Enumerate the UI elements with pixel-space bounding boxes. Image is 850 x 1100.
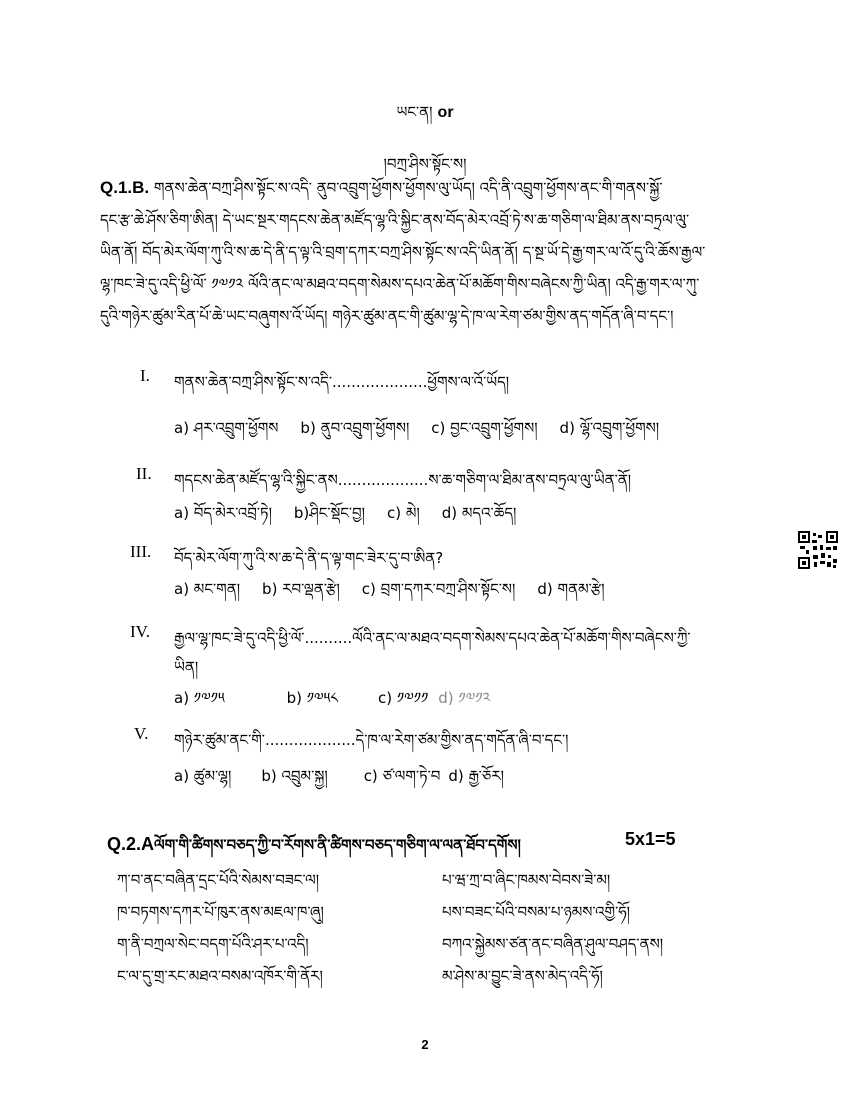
- q2-marks: 5x1=5: [625, 829, 676, 849]
- q3-option-c: c) བྲག་དཀར་བཀྲ་ཤིས་སྟོང་ས།: [361, 580, 516, 598]
- qr-code-icon: [798, 531, 838, 569]
- passage-line-3: ཡིན་ནོ། བོད་མེར་ལོག་ཀུ་འི་ས་ཆ་དེ་ནི་ད་ལྟ་འི་བྲག་དཀར་བཀྲ་ཤིས་སྟོང་ས་འདི་ཡིན་ནོ། ད་སྔ་ཡོ་དེ་རྒྱ་གར་ལ་འོ་དུ་འི་ཆོས་རྒྱལ་: [100, 243, 706, 261]
- question-4-options: [174, 682, 512, 724]
- passage-line-2: དང་རྩ་ཆེ་ཤོས་ཅིག་ཨིན། དེ་ཡང་སྔར་གདངས་ཆེན་མཛོད་ལྷ་འི་སྐྱིང་ནས་བོད་མེར་འབྲོ་ཏེ་ས་ཆ་གཅིག་ལ་ཐིམ་ནས་བཏྲལ་ལུ་: [100, 211, 690, 229]
- q3-option-a: a) མང་གན།: [174, 580, 241, 598]
- page-number: 2: [421, 1037, 429, 1052]
- q5-option-c: c) ཙ་ལག་ཏེ་བ: [363, 767, 441, 785]
- q2-option-a: a) བོད་མེར་འབྲོ་ཏེ།: [174, 504, 272, 522]
- q1-label: Q.1.B.: [100, 178, 150, 197]
- verse-left: ཁ་བཏགས་དཀར་པོ་ཁུར་ནས་མཇལ་ཁ་ཞུ།: [117, 903, 324, 921]
- question-1-number: I.: [140, 366, 150, 385]
- q4-option-b: b) ༡༧༥༨: [286, 689, 338, 707]
- question-2-stem: གདངས་ཆེན་མཛོད་ལྷ་འི་སྐྱིང་ནས...................ས་ཆ་གཅིག་ལ་ཐིམ་ནས་བཏྲལ་ལུ་ཡིན་ནོ།: [174, 471, 632, 489]
- q2-label: Q.2.A: [107, 834, 155, 854]
- question-4-number: IV.: [130, 622, 150, 641]
- verse-table: [117, 864, 677, 992]
- verse-right: པས་བཟང་པོའི་བསམ་པ་ཉམས་འགྱི་ཧོ།: [442, 903, 630, 921]
- q4-option-d: d) ༡༧༡༢: [438, 689, 491, 707]
- q5-option-d: d) རྒྱ་ཅོར།: [448, 767, 505, 785]
- question-5-number: V.: [134, 724, 149, 743]
- verse-left: ག་ནི་བཀྲལ་སེང་བདག་པོའི་ཤར་པ་འདི།: [117, 935, 309, 953]
- question-2-options: [174, 497, 538, 539]
- question-3-stem: བོད་མེར་ལོག་ཀུ་འི་ས་ཆ་དེ་ནི་ད་ལྟ་གང་ཟེར་དུ་བ་ཨིན?: [174, 549, 444, 567]
- question-5-options: [174, 760, 526, 802]
- question-3-options: [174, 573, 627, 615]
- q3-option-d: d) གནམ་རྩེ།: [537, 580, 605, 598]
- verse-row: [117, 928, 677, 960]
- question-1-stem: གནས་ཆེན་བཀྲ་ཤིས་སྟོང་ས་འདི་....................ཕྱོགས་ལ་འོ་ཡོད།: [174, 373, 510, 391]
- passage-heading: །བཀྲ་ཤིས་སྟོང་ས།: [383, 155, 467, 173]
- q4-option-c: c) ༡༧༡༡: [377, 689, 429, 707]
- q2-instruction: ལོག་གི་ཚིགས་བཅད་ཀྱི་བ་རོགས་ནི་ཚིགས་བཅད་གཅིག་ལ་ལན་ཐོབ་དགོས།: [154, 836, 521, 854]
- q1-option-d: d) ལྷོ་འབྲུག་ཕྱོགས།: [559, 419, 660, 437]
- q2-option-b: b)ཤིང་སྡོང་བྱ།: [293, 504, 365, 522]
- q2-option-d: d) མདའ་ཆོད།: [441, 504, 517, 522]
- question-4-stem-cont: ཡིན།: [174, 658, 199, 676]
- question-5-stem: གཉེར་ཚུམ་ནང་གི་...................དེ་ཁ་ལ་རེག་ཙམ་གྱིས་ནད་གདོན་ཞི་བ་དང་།: [174, 731, 569, 749]
- verse-row: [117, 864, 677, 896]
- or-english: or: [437, 104, 454, 121]
- verse-row: [117, 896, 677, 928]
- q1-passage: [100, 172, 760, 332]
- verse-left: ཀ་བ་ནང་བཞིན་དྲང་པོའི་སེམས་བཟང་ལ།: [117, 871, 320, 889]
- question-4-stem: རྒྱལ་ལྷ་ཁང་ཟེ་དུ་འདི་ཕྱི་ལོ་..........ལོའི་ནང་ལ་མཐའ་བདག་སེམས་དཔའ་ཆེན་པོ་མཆོག་གིས་བཞེངས་ཀྱི་: [174, 629, 691, 647]
- passage-line-1: [100, 172, 760, 204]
- passage-line-1-text: གནས་ཆེན་བཀྲ་ཤིས་སྟོང་ས་འདི་ ནུབ་འབྲུག་ཕྱོགས་ཕྱོགས་ལུ་ཡོད། འདི་ནི་འབྲུག་ཕྱོགས་ནང་གི་གནས་སྐྱོ་: [153, 179, 663, 197]
- q2-option-c: c) མེ།: [387, 504, 420, 522]
- or-line: [0, 96, 850, 138]
- verse-right: བཀའ་སྐྱེམས་ཙན་ནང་བཞིན་ཤུལ་བཤད་ནས།: [442, 935, 664, 953]
- question-1-options: [174, 412, 681, 454]
- q5-option-a: a) ཚུམ་ལྷ།: [174, 767, 232, 785]
- q1-option-c: c) བྱང་འབྲུག་ཕྱོགས།: [431, 419, 538, 437]
- verse-left: ང་ལ་དུ་གྲ་རང་མཐའ་བསམ་འཁོར་གི་ནོར།: [117, 967, 323, 985]
- passage-line-5: དུའི་གཉེར་ཚུམ་རིན་པོ་ཆེ་ཡང་བཞུགས་འོ་ཡོད། གཉེར་ཚུམ་ནང་གི་ཚུམ་ལྷ་དེ་ཁ་ལ་རེག་ཙམ་གྱིས་ནད་གདོན་ཞི་བ་དང་།: [100, 307, 674, 325]
- q4-option-a: a) ༡༧༡༥: [174, 689, 225, 707]
- verse-row: [117, 960, 677, 992]
- verse-right: མ་ཤེས་མ་བྱུང་ཟེ་ནས་མེད་འདི་ཧོ།: [442, 967, 603, 985]
- q1-option-a: a) ཤར་འབྲུག་ཕྱོགས: [174, 419, 279, 437]
- q1-option-b: b) ནུབ་འབྲུག་ཕྱོགས།: [300, 419, 410, 437]
- verse-right: པ་ཝ་ཀྲ་བ་ཞིང་ཁམས་བེབས་ཟེ་མ།: [442, 871, 611, 889]
- q3-option-b: b) རབ་ལྡན་རྩེ།: [262, 580, 340, 598]
- passage-line-4: ལྷ་ཁང་ཟེ་དུ་འདི་ཕྱི་ལོ་ ༡༧༡༢ ལོའི་ནང་ལ་མཐའ་བདག་སེམས་དཔའ་ཆེན་པོ་མཆོག་གིས་བཞེངས་ཀྱི་ཡིན། འདི་རྒྱ་གར་ལ་ཀུ་: [100, 275, 700, 293]
- q5-option-b: b) འབྲུམ་སྐྱ།: [261, 767, 328, 785]
- question-3-number: III.: [130, 542, 152, 561]
- or-tibetan: ཡང་ན།: [396, 103, 433, 121]
- question-2-number: II.: [136, 464, 152, 483]
